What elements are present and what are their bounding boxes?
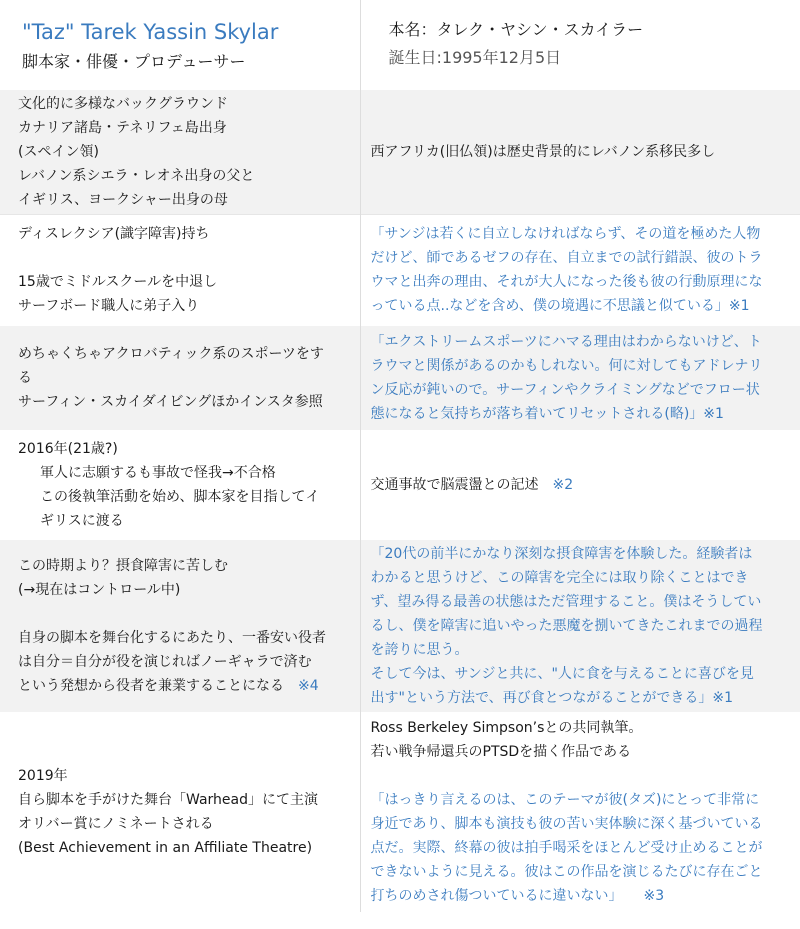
text-line: オリバー賞にノミネートされる bbox=[18, 816, 214, 832]
text-line: サーフボード職人に弟子入り bbox=[18, 298, 200, 315]
text-line: めちゃくちゃアクロバティック系のスポーツをす bbox=[18, 346, 324, 362]
text-line: (Best Achievement in an Affiliate Theatre) bbox=[18, 840, 313, 856]
text-line: 自身の脚本を舞台化するにあたり、一番安い役者 bbox=[18, 630, 326, 646]
row2-right-cell bbox=[360, 214, 800, 326]
row4-right-cell bbox=[360, 430, 800, 540]
header-right-cell bbox=[360, 0, 800, 90]
text-line: 15歳でミドルスクールを中退し bbox=[18, 274, 218, 291]
quote-line bbox=[371, 884, 793, 908]
text-line: る bbox=[18, 370, 32, 386]
text-line: この後執筆活動を始め、脚本家を目指してイ bbox=[40, 489, 320, 505]
blank-line bbox=[371, 764, 793, 788]
text-line: (→現在はコントロール中) bbox=[18, 582, 181, 598]
text-line bbox=[371, 473, 793, 497]
quote-line: を誇りに思う。 bbox=[370, 642, 469, 658]
quote-line: できないように見える。彼はこの作品を演じるたびに存在ごと bbox=[370, 864, 763, 880]
text-line: ギリスに渡る bbox=[40, 513, 124, 529]
quote-line: っている点..などを含め、僕の境遇に不思議と似ている」※1 bbox=[370, 298, 750, 315]
quote-line: そして今は、サンジと共に、"人に食を与えることに喜びを見 bbox=[370, 666, 754, 682]
footnote-ref: ※3 bbox=[643, 888, 665, 904]
birthday: 誕生日:1995年12月5日 bbox=[388, 48, 562, 67]
text-line: レバノン系シエラ・レオネ出身の父と bbox=[18, 167, 255, 184]
row6-left-cell bbox=[0, 712, 360, 912]
text-line: サーフィン・スカイダイビングほかインスタ参照 bbox=[18, 394, 323, 410]
text-line bbox=[18, 674, 350, 698]
table-row bbox=[0, 712, 800, 912]
accident-text: 交通事故で脳震盪との記述 bbox=[370, 477, 539, 493]
row3-left-cell bbox=[0, 326, 360, 430]
row1-right-cell bbox=[360, 90, 800, 214]
text-line: 2016年(21歳?) bbox=[18, 441, 118, 457]
quote-line: 点だ。実際、終幕の彼は拍手喝采をほとんど受け止めることが bbox=[370, 840, 763, 856]
header-row bbox=[0, 0, 800, 90]
text-line: 西アフリカ(旧仏領)は歴史背景的にレバノン系移民多し bbox=[370, 143, 716, 160]
text-line: 文化的に多様なバックグラウンド bbox=[18, 95, 228, 112]
table-row bbox=[0, 326, 800, 430]
quote-line: るし、僕を障害に追いやった悪魔を捌いてきたこれまでの過程 bbox=[370, 618, 763, 634]
text-line: ディスレクシア(識字障害)持ち bbox=[18, 226, 210, 243]
blank-line bbox=[18, 602, 350, 626]
text-line: (スペイン領) bbox=[18, 143, 99, 160]
text-line: 軍人に志願するも事故で怪我→不合格 bbox=[40, 465, 276, 481]
table-row bbox=[0, 430, 800, 540]
quote-line: ず、望み得る最善の状態はただ管理すること。僕はそうしてい bbox=[370, 594, 762, 610]
quote-line: 身近であり、脚本も演技も彼の苦い実体験に深く基づいている bbox=[370, 816, 763, 832]
quote-line: 「エクストリームスポーツにハマる理由はわからないけど、ト bbox=[370, 334, 762, 350]
text-fragment: 打ちのめされ傷ついているに違いない」 bbox=[370, 888, 616, 904]
text-line: この時期より？摂食障害に苦しむ bbox=[18, 558, 228, 574]
row5-left-cell bbox=[0, 540, 360, 712]
row4-left-cell bbox=[0, 430, 360, 540]
row1-left-cell bbox=[0, 90, 360, 214]
footnote-ref: ※4 bbox=[298, 678, 319, 694]
footnote-ref: ※2 bbox=[552, 477, 574, 493]
text-line: イギリス、ヨークシャー出身の母 bbox=[18, 191, 228, 208]
quote-line: 「20代の前半にかなり深刻な摂食障害を体験した。経験者は bbox=[370, 546, 753, 562]
row6-right-cell bbox=[360, 712, 800, 912]
text-line: は自分＝自分が役を演じればノーギャラで済む bbox=[18, 654, 312, 670]
quote-line: 「はっきり言えるのは、このテーマが彼(タズ)にとって非常に bbox=[370, 792, 760, 808]
real-name: 本名：タレク・ヤシン・スカイラー bbox=[388, 20, 644, 39]
quote-line: わかると思うけど、この障害を完全には取り除くことはでき bbox=[370, 570, 749, 586]
quote-line: だけど、師であるゼフの存在、自立までの試行錯誤、彼のトラ bbox=[370, 250, 763, 267]
text-line: 自ら脚本を手がけた舞台「Warhead」にて主演 bbox=[18, 792, 318, 808]
blank-line bbox=[18, 246, 350, 270]
person-roles: 脚本家・俳優・プロデューサー bbox=[22, 52, 246, 71]
quote-line: ン反応が鈍いので。サーフィンやクライミングなどでフロー状 bbox=[370, 382, 760, 398]
text-line: Ross Berkeley Simpson’sとの共同執筆。 bbox=[370, 720, 643, 736]
person-name: "Taz" Tarek Yassin Skylar bbox=[22, 20, 279, 44]
table-row bbox=[0, 90, 800, 214]
row2-left-cell bbox=[0, 214, 360, 326]
quote-line: 態になると気持ちが落ち着いてリセットされる(略)」※1 bbox=[370, 406, 724, 422]
table-row bbox=[0, 214, 800, 326]
quote-line: 「サンジは若くに自立しなければならず、その道を極めた人物 bbox=[370, 226, 761, 243]
text-line: 2019年 bbox=[18, 768, 68, 784]
row5-right-cell bbox=[360, 540, 800, 712]
text-line: 若い戦争帰還兵のPTSDを描く作品である bbox=[370, 744, 632, 760]
row3-right-cell bbox=[360, 326, 800, 430]
table-row bbox=[0, 540, 800, 712]
header-left-cell bbox=[0, 0, 360, 90]
text-line: カナリア諸島・テネリフェ島出身 bbox=[18, 119, 227, 136]
quote-line: 出す"という方法で、再び食とつながることができる」※1 bbox=[370, 690, 734, 706]
quote-line: ウマと出奔の理由、それが大人になった後も彼の行動原理にな bbox=[370, 274, 763, 291]
text-fragment: という発想から役者を兼業することになる bbox=[18, 678, 284, 694]
quote-line: ラウマと関係があるのかもしれない。何に対してもアドレナリ bbox=[370, 358, 763, 374]
